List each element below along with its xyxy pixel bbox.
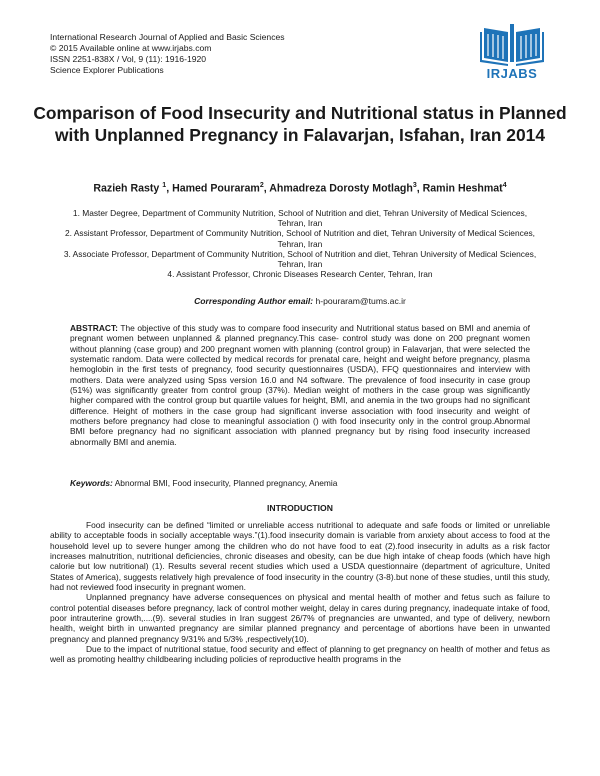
author-affiliation-mark: 3: [412, 182, 417, 189]
introduction-body: [50, 520, 550, 665]
logo-text: IRJABS: [486, 66, 538, 81]
journal-copyright: © 2015 Available online at www.irjabs.com: [50, 43, 212, 53]
author-affiliation-mark: 4: [502, 182, 507, 189]
paragraph: Food insecurity can be defined “limited or unreliable access nutritional to adequate and safe foods or limited or unreliable ability to acceptable foods in socially acceptable ways.”(1).food insecurity domain is variable from anxiety about access to food at the household level up to severe hunger among the children who do not have food to eat (2).food insecurity in adults as a risk factor increases malnutrition, nutritional deficiencies, chronic diseases and obesity, can be due high intake of cheap foods (which have high calorie but low nutritional) (1). Results several recent studies which used a USDA questionnaire (department of agriculture, United States of America), suggests relatively high prevalence of food insecurity in the country (3-8).but none of these studies, until this study, had not reviewed food insecurity in pregnant women.: [50, 520, 550, 593]
paper-title: Comparison of Food Insecurity and Nutritional status in Planned with Unplanned Pregnancy in Falavarjan, Isfahan, Iran 2014: [33, 103, 567, 145]
journal-name: International Research Journal of Applied and Basic Sciences: [50, 32, 285, 42]
paragraph: Unplanned pregnancy have adverse consequences on physical and mental health of mother and fetus such as failure to control potential diseases before pregnancy, lack of control mother weight, delay in cares during pregnancy, inadequate intake of food, poor intrauterine growth,....(9). several studies in Iran suggest 26/7% of pregnancies are unwanted, and type of delivery, newborn health, weight birth in unwanted pregnancy are similar planned pregnancy and percentage of abortions have been in unwanted pregnancy and planned pregnancy 9/31% and 5/3% ,respectively(10).: [50, 592, 550, 644]
affiliation-item: 1. Master Degree, Department of Community Nutrition, School of Nutrition and diet, Tehran University of Medical Sciences, Tehran, Iran: [72, 208, 528, 229]
affiliations: [60, 208, 540, 279]
corresponding-email[interactable]: h-pouraram@tums.ac.ir: [315, 296, 406, 306]
author-name: Ahmadreza Dorosty Motlagh: [269, 182, 413, 195]
journal-publisher: Science Explorer Publications: [50, 65, 164, 75]
author-name: Razieh Rasty: [93, 182, 160, 195]
corresponding-label: Corresponding Author email:: [194, 296, 314, 306]
abstract-text: The objective of this study was to compare food insecurity and Nutritional status based on BMI and anemia of pregnant women between unplanned & planned pregnancy.This case- control study was done on 200 pregnant women without planning (case group) and 200 pregnant women with planning (control group) in Falavarjan, that were selected the systematic random. Data were collected by medical records for prenatal care, height and weight before pregnancy, plasma hemoglobin in the first tests of pregnancy, food security questionnaires (USDA), FFQ questionnaires and interview with mothers. Data were analyzed using Spss version 16.0 and N4 software. The prevalence of food insecurity in case group (51%) was significantly greater from control group (37%). Median weight of mothers in the case group was significantly higher compared with the control group but quartile values for height, BMI, and anemia in the two groups had no significant difference. Height of mothers in the case group had significant inverse association with food insecurity and weight of mothers before pregnancy had close to meaningful association () with food insecurity only in the control group.Abnormal BMI before pregnancy had no significant association with planned pregnancy but by rising food insecurity increased abnormally BMI and anemia.: [70, 323, 530, 447]
author-name: Ramin Heshmat: [422, 182, 503, 195]
keywords-label: Keywords:: [70, 478, 113, 488]
author-list: Razieh Rasty $^1$, Hamed Pouraram$^2$, Ahmadreza Dorosty Motlagh$^3$, Ramin Heshmat$^4$: [93, 182, 507, 195]
journal-header: [50, 32, 285, 76]
author-name: Hamed Pouraram: [172, 182, 260, 195]
paragraph: Due to the impact of nutritional statue, food security and effect of planning to get pregnancy on health of mother and fetus as well as promoting healthy childbearing including policies of reproductive health programs in the: [50, 644, 550, 665]
author-affiliation-mark: 2: [259, 182, 264, 189]
affiliation-item: 3. Associate Professor, Department of Community Nutrition, School of Nutrition and diet, Tehran University of Medical Sciences, Tehran, Iran: [63, 248, 537, 270]
affiliation-item: 4. Assistant Professor, Chronic Diseases Research Center, Tehran, Iran: [167, 269, 433, 280]
corresponding-author: [60, 296, 540, 306]
affiliation-item: 2. Assistant Professor, Department of Community Nutrition, School of Nutrition and diet, Tehran University of Medical Sciences, Tehran, Iran: [65, 228, 535, 249]
journal-logo: [474, 20, 550, 84]
abstract-label: ABSTRACT:: [70, 323, 118, 333]
keywords: [70, 478, 530, 488]
journal-issn: ISSN 2251-838X / Vol, 9 (11): 1916-1920: [50, 54, 207, 64]
book-icon: [474, 20, 550, 66]
abstract: [70, 323, 530, 447]
author-affiliation-mark: 1: [162, 182, 167, 189]
keywords-text: Abnormal BMI, Food insecurity, Planned pregnancy, Anemia: [114, 478, 338, 488]
section-heading: INTRODUCTION: [267, 503, 333, 513]
